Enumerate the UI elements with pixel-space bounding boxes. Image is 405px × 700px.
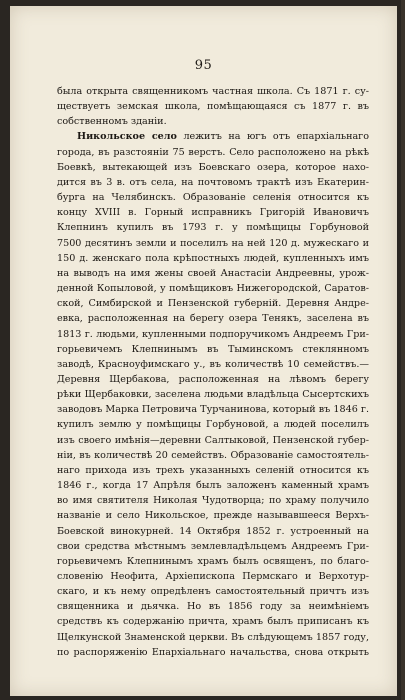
text-line: [57, 220, 369, 235]
body-text: [57, 84, 369, 660]
line-text: рѣки Щербаковки, заселена людьми владѣльца Сысертскихъ: [57, 389, 369, 401]
line-text: горьевичемъ Клепнинымъ въ Тыминскомъ стеклянномъ: [57, 343, 369, 355]
text-line: [57, 554, 369, 569]
line-text: по распоряженію Епархіальнаго начальства, снова открыть: [57, 646, 369, 658]
text-line: [57, 630, 369, 645]
text-line: [57, 251, 369, 266]
text-line: [57, 99, 369, 114]
page-number: 95: [194, 58, 213, 73]
text-line: [57, 190, 369, 205]
line-text: Клепнинъ купилъ въ 1793 г. у помѣщицы Горбуновой: [57, 222, 369, 234]
text-line: [57, 84, 369, 99]
text-line: [57, 236, 369, 251]
text-line: [57, 281, 369, 296]
line-text: ніи, въ количествѣ 20 семействъ. Образованіе самостоятель-: [57, 449, 369, 461]
line-text: 1846 г., когда 17 Апрѣля былъ заложенъ каменный храмъ: [57, 480, 369, 492]
bold-heading: Никольское село: [77, 131, 177, 143]
text-line: [57, 433, 369, 448]
line-text: евка, расположенная на берегу озера Тенякъ, заселена въ: [57, 313, 369, 325]
text-line: [57, 342, 369, 357]
line-text: на выводъ на имя жены своей Анастасіи Андреевны, урож-: [57, 267, 369, 279]
text-line: [57, 296, 369, 311]
text-line: [57, 129, 369, 144]
line-text: ществуетъ земская школа, помѣщающаяся съ 1877 г. въ: [57, 101, 369, 113]
line-text: бурга на Челябинскъ. Образованіе селенія относится къ: [57, 192, 369, 204]
line-text: ской, Симбирской и Пензенской губерній. Деревня Андре-: [57, 298, 369, 310]
text-line: [57, 372, 369, 387]
line-text: лежитъ на югъ отъ епархіальнаго: [176, 131, 369, 143]
book-page: [10, 6, 397, 696]
line-text: во имя святителя Николая Чудотворца; по храму получило: [57, 495, 369, 507]
line-text: свои средства мѣстнымъ землевладѣльцемъ Андреемъ Гри-: [57, 540, 369, 552]
text-line: [57, 463, 369, 478]
line-text: Боевкѣ, вытекающей изъ Боевскаго озера, которое нахо-: [57, 161, 369, 173]
line-text: Щелкунской Знаменской церкви. Въ слѣдующемъ 1857 году,: [57, 631, 369, 643]
text-line: [57, 599, 369, 614]
line-text: денной Копыловой, у помѣщиковъ Нижегородской, Саратов-: [57, 283, 369, 295]
line-text: была открыта священникомъ частная школа. Съ 1871 г. су-: [57, 86, 369, 97]
line-text: Деревня Щербакова, расположенная на лѣвомъ берегу: [57, 373, 369, 385]
page-edge: [401, 0, 405, 700]
text-line: [57, 614, 369, 629]
text-line: [57, 145, 369, 160]
line-text: города, въ разстояніи 75 верстъ. Село расположено на рѣкѣ: [57, 146, 369, 158]
text-line: [57, 327, 369, 342]
line-text: концу XVIII в. Горный исправникъ Григорій Ивановичъ: [57, 207, 369, 219]
text-line: [57, 645, 369, 660]
line-text: названіе и село Никольское, прежде называвшееся Верхъ-: [57, 510, 369, 522]
text-line: [57, 448, 369, 463]
text-line: [57, 539, 369, 554]
text-line: [57, 114, 369, 129]
text-line: [57, 160, 369, 175]
line-text: священника и дьячка. Но въ 1856 году за неимѣніемъ: [57, 601, 369, 613]
text-line: [57, 175, 369, 190]
line-text: наго прихода изъ трехъ указанныхъ селеній относится къ: [57, 464, 369, 476]
line-text: дится въ 3 в. отъ села, на почтовомъ трактѣ изъ Екатерин-: [57, 176, 369, 188]
line-text: горьевичемъ Клепнинымъ храмъ былъ освященъ, по благо-: [57, 555, 369, 567]
text-line: [57, 311, 369, 326]
text-line: [57, 584, 369, 599]
line-text: скаго, и къ нему опредѣленъ самостоятельный причтъ изъ: [57, 586, 369, 598]
line-text: 1813 г. людьми, купленными подпоручикомъ Андреемъ Гри-: [57, 328, 369, 340]
text-line: [57, 493, 369, 508]
line-text: словенію Неофита, Архіепископа Пермскаго и Верхотур-: [57, 571, 369, 582]
line-text: 150 д. женскаго пола крѣпостныхъ людей, купленныхъ имъ: [57, 252, 369, 264]
text-line: [57, 402, 369, 417]
text-line: [57, 357, 369, 372]
line-text: изъ своего имѣнія—деревни Салтыковой, Пензенской губер-: [57, 434, 369, 446]
text-line: [57, 266, 369, 281]
line-text: средствъ къ содержанію причта, храмъ былъ приписанъ къ: [57, 616, 369, 628]
line-text: собственномъ зданіи.: [57, 116, 167, 128]
line-text: заводовъ Марка Петровича Турчанинова, который въ 1846 г.: [57, 404, 369, 416]
line-text: заводѣ, Красноуфимскаго у., въ количествѣ 10 семействъ.—: [57, 358, 369, 370]
line-text: купилъ землю у помѣщицы Горбуновой, а людей поселилъ: [57, 419, 369, 431]
line-text: 7500 десятинъ земли и поселилъ на ней 120 д. мужескаго и: [57, 237, 369, 249]
line-text: Боевской винокурней. 14 Октября 1852 г. устроенный на: [57, 525, 369, 537]
text-line: [57, 569, 369, 584]
text-line: [57, 205, 369, 220]
text-line: [57, 387, 369, 402]
text-line: [57, 417, 369, 432]
text-line: [57, 508, 369, 523]
text-line: [57, 524, 369, 539]
text-line: [57, 478, 369, 493]
